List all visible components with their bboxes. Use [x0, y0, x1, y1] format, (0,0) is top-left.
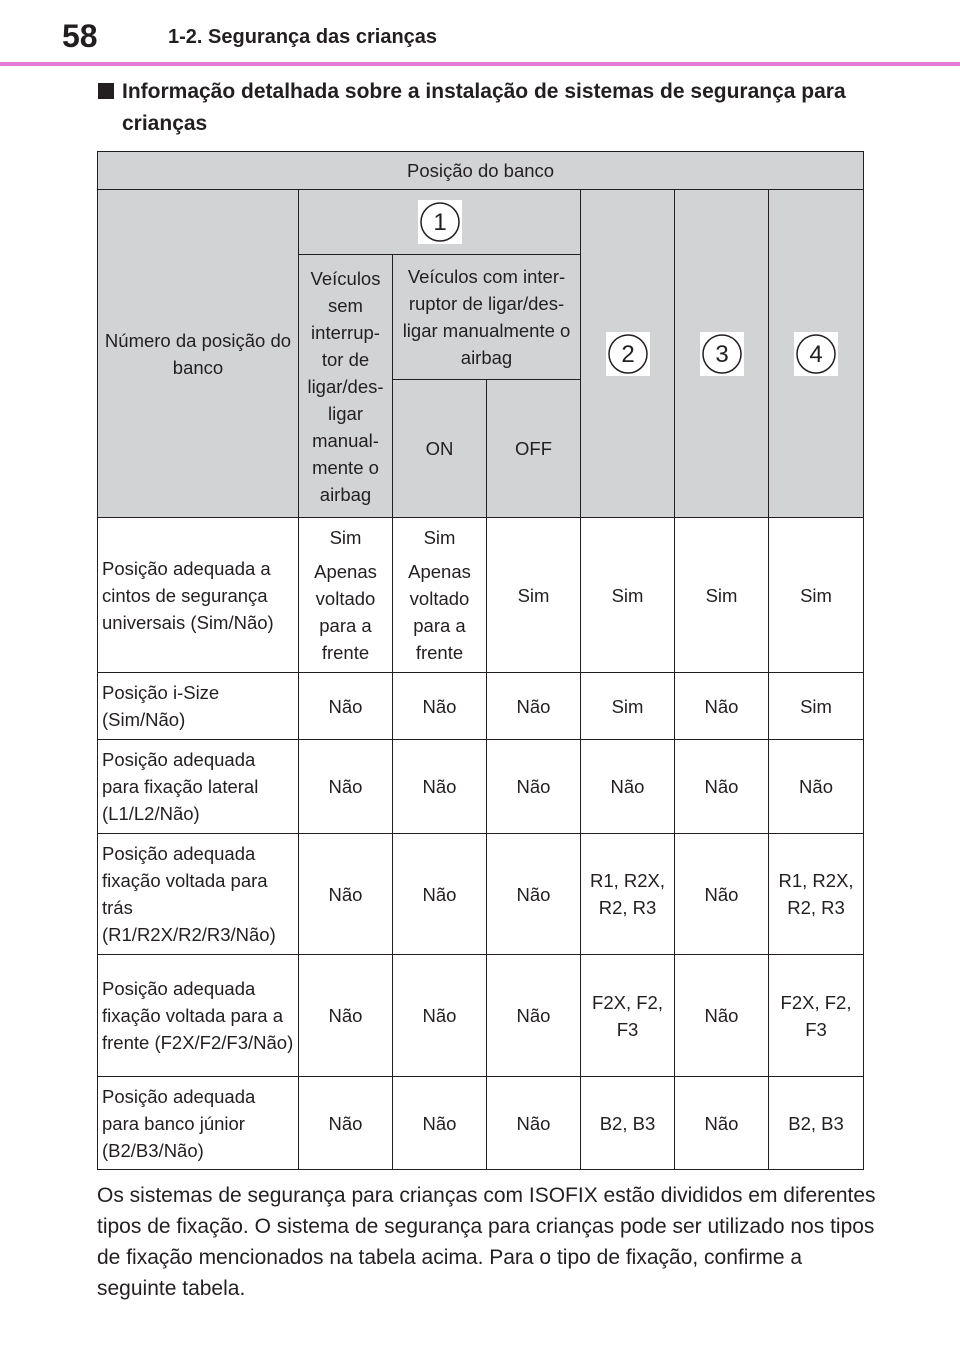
seat-1-with-switch-header [393, 255, 581, 380]
seat-number-label: Número da posição do banco [104, 329, 292, 378]
table-row [98, 740, 864, 834]
table-cell: Não [393, 673, 487, 740]
page-number: 58 [62, 18, 98, 54]
table-row [98, 1077, 864, 1170]
table-cell: Sim [487, 518, 581, 673]
table-cell: Não [299, 673, 393, 740]
table-row [98, 518, 864, 673]
airbag-off-label: OFF [515, 438, 552, 459]
seat-3-number: 3 [714, 340, 729, 368]
table-cell: Não [675, 1077, 769, 1170]
cell-note: Apenas voltado para a frente [314, 561, 377, 663]
seat-3-header [675, 190, 769, 518]
seat-4-number: 4 [809, 340, 823, 368]
table-cell: Não [299, 1077, 393, 1170]
table-cell: Não [487, 834, 581, 955]
seat-2-number: 2 [620, 340, 635, 368]
table-cell: Sim [675, 518, 769, 673]
table-cell: Não [393, 1077, 487, 1170]
table-cell: Não [487, 740, 581, 834]
table-cell: Sim [581, 673, 675, 740]
table-title: Posição do banco [406, 160, 555, 181]
seat-1-header [299, 190, 581, 255]
cell-value: Sim [423, 527, 456, 548]
table-cell: Não [675, 740, 769, 834]
table-cell: Sim [769, 518, 864, 673]
seat-number-label-cell [98, 190, 299, 518]
table-row [98, 673, 864, 740]
table-cell: Não [769, 740, 864, 834]
table-cell: Não [393, 740, 487, 834]
table-cell: Sim [769, 673, 864, 740]
header-divider [0, 62, 960, 66]
heading-bullet-icon [98, 83, 114, 99]
table-cell: F2X, F2, F3 [769, 955, 864, 1077]
airbag-on-label: ON [425, 438, 454, 459]
seat-2-number-icon [606, 332, 650, 376]
row-label: Posição adequada para fixação lateral (L1/L2/Não) [98, 740, 299, 834]
table-cell: R1, R2X, R2, R3 [581, 834, 675, 955]
section-title: 1-2. Segurança das crianças [168, 26, 438, 48]
row-label: Posição adequada a cintos de segurança universais (Sim/Não) [98, 518, 299, 673]
seat-1-no-switch-header [299, 255, 393, 518]
seat-1-with-switch-label: Veículos com inter-ruptor de ligar/des-ligar manualmente o airbag [402, 266, 571, 368]
table-cell: Não [393, 834, 487, 955]
table-cell: Não [675, 834, 769, 955]
seat-2-header [581, 190, 675, 518]
table-cell: Não [581, 740, 675, 834]
table-cell: Não [675, 955, 769, 1077]
cell-note: Apenas voltado para a frente [408, 561, 471, 663]
table-cell: F2X, F2, F3 [581, 955, 675, 1077]
row-label: Posição adequada para banco júnior (B2/B3/Não) [98, 1077, 299, 1170]
cell-value: Sim [329, 527, 362, 548]
row-label: Posição i-Size (Sim/Não) [98, 673, 299, 740]
table-cell: Não [487, 955, 581, 1077]
table-row [98, 955, 864, 1077]
row-label: Posição adequada fixação voltada para a frente (F2X/F2/F3/Não) [98, 955, 299, 1077]
table-cell: B2, B3 [581, 1077, 675, 1170]
table-cell: Não [299, 834, 393, 955]
seat-4-number-icon [794, 332, 838, 376]
airbag-off-header [487, 380, 581, 518]
seat-3-number-icon [700, 332, 744, 376]
seat-1-no-switch-label: Veículos sem interrup-tor de ligar/des-ligar manual-mente o airbag [307, 267, 384, 505]
seat-1-number-icon [418, 200, 462, 244]
seat-1-number: 1 [432, 209, 447, 236]
heading: Informação detalhada sobre a instalação de sistemas de segurança para crianças [122, 80, 846, 135]
table-cell: Não [675, 673, 769, 740]
table-cell: Sim [581, 518, 675, 673]
table-cell: Não [487, 673, 581, 740]
seat-position-table [97, 151, 864, 1170]
row-label: Posição adequada fixação voltada para trás (R1/R2X/R2/R3/Não) [98, 834, 299, 955]
table-row [98, 834, 864, 955]
table-cell: R1, R2X, R2, R3 [769, 834, 864, 955]
table-cell [299, 518, 393, 673]
table-cell [393, 518, 487, 673]
table-cell: Não [393, 955, 487, 1077]
seat-4-header [769, 190, 864, 518]
airbag-on-header [393, 380, 487, 518]
table-title-cell [98, 152, 864, 190]
body-paragraph: Os sistemas de segurança para crianças com ISOFIX estão divididos em diferentes tipos de fixação. O sistema de segurança para crianças pode ser utilizado nos tipos de fixação mencionados na tabela acima. Para o tipo de fixação, confirme a seguinte tabela. [97, 1184, 876, 1300]
table-cell: Não [299, 955, 393, 1077]
table-cell: Não [299, 740, 393, 834]
table-cell: B2, B3 [769, 1077, 864, 1170]
table-cell: Não [487, 1077, 581, 1170]
